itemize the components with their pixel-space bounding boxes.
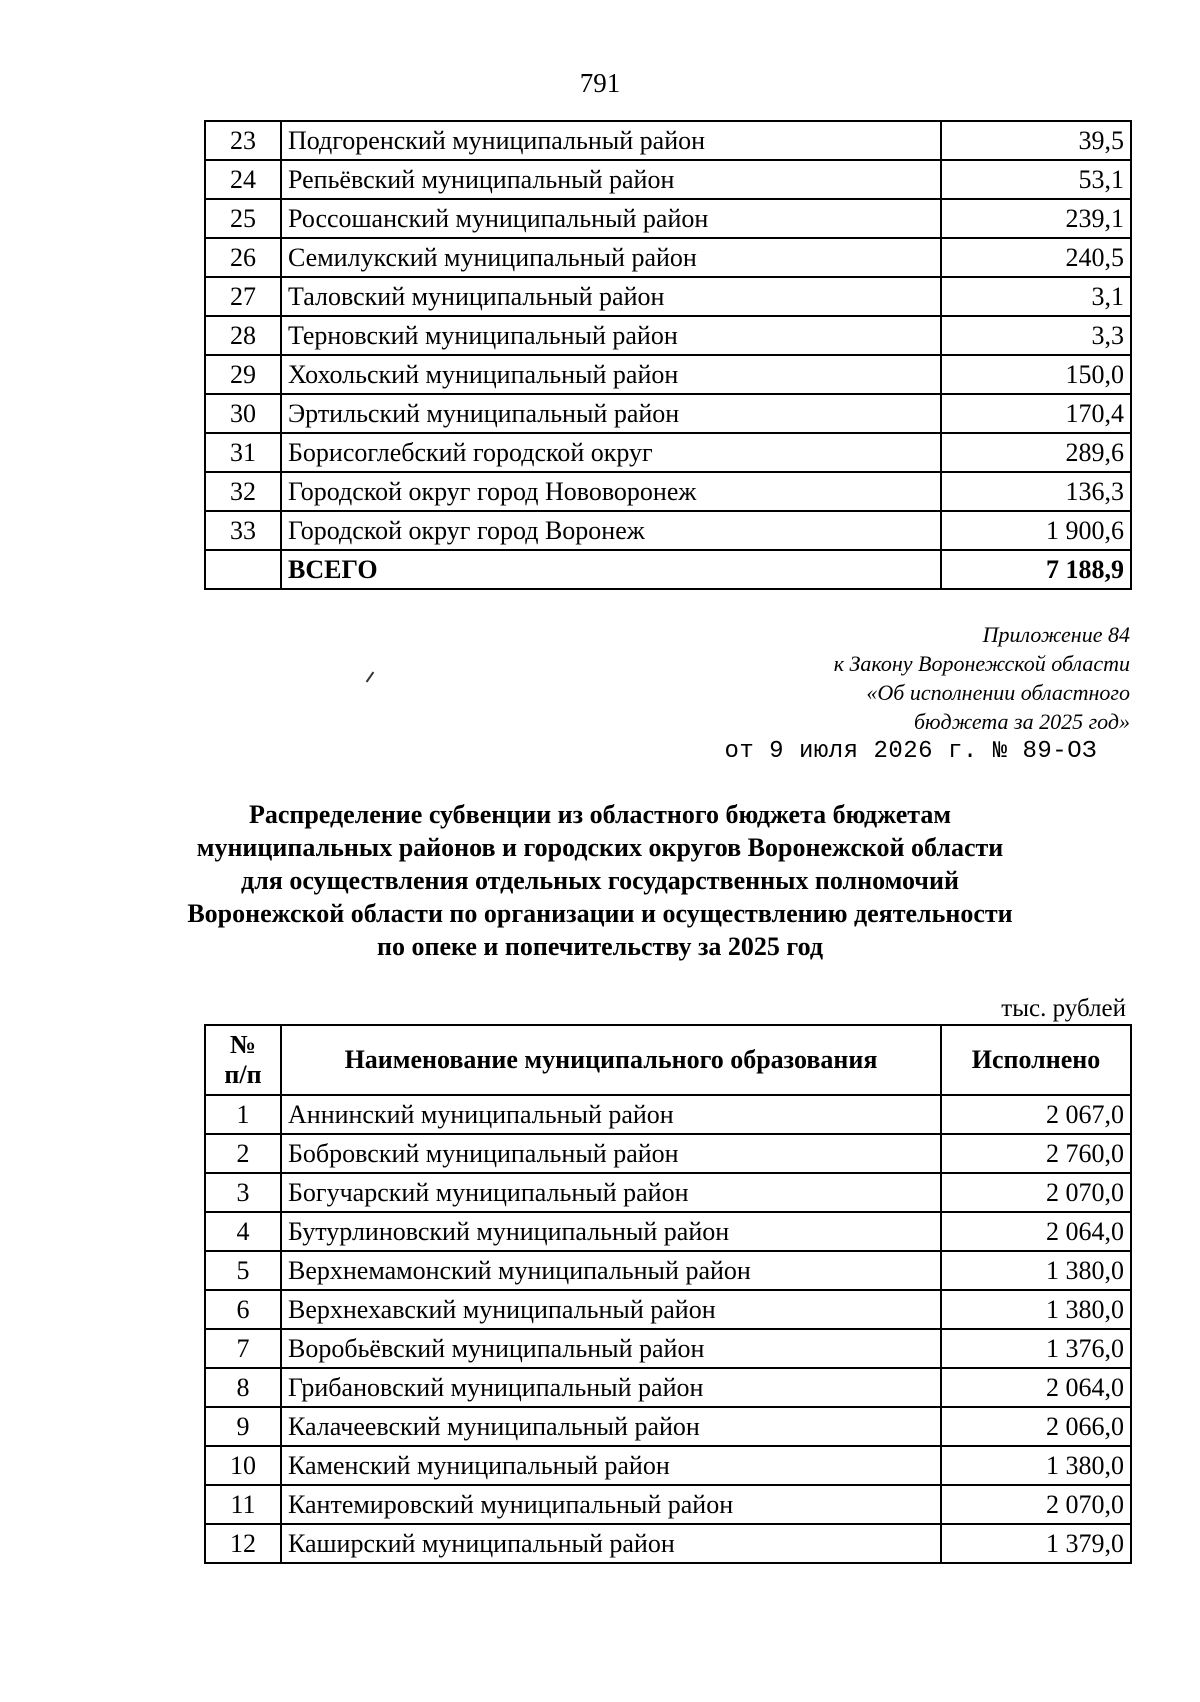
row-name: Бобровский муниципальный район xyxy=(281,1134,941,1173)
row-number: 27 xyxy=(205,277,281,316)
table-row xyxy=(205,277,1131,316)
table-row xyxy=(205,1329,1131,1368)
row-name: Городской округ город Нововоронеж xyxy=(281,472,941,511)
row-name: Калачеевский муниципальный район xyxy=(281,1407,941,1446)
title-line-2: муниципальных районов и городских округов Воронежской области xyxy=(196,833,1004,862)
row-value: 239,1 xyxy=(941,199,1131,238)
row-value: 3,1 xyxy=(941,277,1131,316)
row-number: 7 xyxy=(205,1329,281,1368)
header-num-line-1: № xyxy=(229,1030,257,1059)
row-name: Аннинский муниципальный район xyxy=(281,1095,941,1134)
table-row xyxy=(205,433,1131,472)
row-value: 2 066,0 xyxy=(941,1407,1131,1446)
table-row xyxy=(205,316,1131,355)
table-row xyxy=(205,1524,1131,1563)
row-value: 1 380,0 xyxy=(941,1290,1131,1329)
row-value: 2 067,0 xyxy=(941,1095,1131,1134)
row-number: 31 xyxy=(205,433,281,472)
row-value: 2 070,0 xyxy=(941,1485,1131,1524)
row-value: 136,3 xyxy=(941,472,1131,511)
row-number: 25 xyxy=(205,199,281,238)
row-name: Каменский муниципальный район xyxy=(281,1446,941,1485)
table-total-row xyxy=(205,550,1131,589)
row-name: Хохольский муниципальный район xyxy=(281,355,941,394)
row-number: 23 xyxy=(205,121,281,160)
row-value: 240,5 xyxy=(941,238,1131,277)
row-name: Репьёвский муниципальный район xyxy=(281,160,941,199)
row-name: Бутурлиновский муниципальный район xyxy=(281,1212,941,1251)
row-name: Верхнемамонский муниципальный район xyxy=(281,1251,941,1290)
row-value: 53,1 xyxy=(941,160,1131,199)
row-name: ВСЕГО xyxy=(281,550,941,589)
table-row xyxy=(205,1095,1131,1134)
appendix-note xyxy=(530,620,1130,736)
appendix-line-3: «Об исполнении областного xyxy=(866,680,1130,705)
row-value: 1 379,0 xyxy=(941,1524,1131,1563)
row-value: 170,4 xyxy=(941,394,1131,433)
appendix-line-2: к Закону Воронежской области xyxy=(833,651,1130,676)
row-name: Верхнехавский муниципальный район xyxy=(281,1290,941,1329)
table-row xyxy=(205,199,1131,238)
row-name: Эртильский муниципальный район xyxy=(281,394,941,433)
row-name: Борисоглебский городской округ xyxy=(281,433,941,472)
table-row xyxy=(205,160,1131,199)
row-number: 9 xyxy=(205,1407,281,1446)
title-line-3: для осуществления отдельных государственных полномочий xyxy=(241,866,959,895)
table-row xyxy=(205,238,1131,277)
table-header-row xyxy=(205,1025,1131,1095)
row-number: 11 xyxy=(205,1485,281,1524)
row-value: 2 064,0 xyxy=(941,1212,1131,1251)
table-top xyxy=(204,120,1132,590)
row-name: Подгоренский муниципальный район xyxy=(281,121,941,160)
row-number: 12 xyxy=(205,1524,281,1563)
row-number: 29 xyxy=(205,355,281,394)
header-value: Исполнено xyxy=(941,1025,1131,1095)
header-num-line-2: п/п xyxy=(224,1060,262,1089)
units-label: тыс. рублей xyxy=(1001,995,1126,1022)
table-row xyxy=(205,121,1131,160)
table-row xyxy=(205,1368,1131,1407)
table-row xyxy=(205,1134,1131,1173)
row-value: 1 376,0 xyxy=(941,1329,1131,1368)
row-number: 6 xyxy=(205,1290,281,1329)
row-number xyxy=(205,550,281,589)
table-row xyxy=(205,1485,1131,1524)
table-row xyxy=(205,1290,1131,1329)
title-line-5: по опеке и попечительству за 2025 год xyxy=(377,932,823,961)
row-number: 3 xyxy=(205,1173,281,1212)
table-row xyxy=(205,1212,1131,1251)
row-value: 1 380,0 xyxy=(941,1251,1131,1290)
row-name: Кантемировский муниципальный район xyxy=(281,1485,941,1524)
row-number: 28 xyxy=(205,316,281,355)
row-name: Каширский муниципальный район xyxy=(281,1524,941,1563)
row-value: 3,3 xyxy=(941,316,1131,355)
table-bottom xyxy=(204,1024,1132,1564)
row-number: 10 xyxy=(205,1446,281,1485)
table-row xyxy=(205,1446,1131,1485)
row-name: Грибановский муниципальный район xyxy=(281,1368,941,1407)
row-value: 1 380,0 xyxy=(941,1446,1131,1485)
row-name: Семилукский муниципальный район xyxy=(281,238,941,277)
table-row xyxy=(205,511,1131,550)
table-row xyxy=(205,472,1131,511)
row-name: Воробьёвский муниципальный район xyxy=(281,1329,941,1368)
table-row xyxy=(205,1407,1131,1446)
header-num xyxy=(205,1025,281,1095)
table-row xyxy=(205,1251,1131,1290)
row-value: 7 188,9 xyxy=(941,550,1131,589)
document-title xyxy=(150,798,1050,963)
appendix-line-4: бюджета за 2025 год» xyxy=(913,709,1130,734)
row-value: 2 070,0 xyxy=(941,1173,1131,1212)
row-name: Богучарский муниципальный район xyxy=(281,1173,941,1212)
appendix-line-1: Приложение 84 xyxy=(982,622,1130,647)
row-value: 1 900,6 xyxy=(941,511,1131,550)
row-name: Городской округ город Воронеж xyxy=(281,511,941,550)
law-date: от 9 июля 2026 г. № 89-ОЗ xyxy=(724,738,1097,765)
title-line-1: Распределение субвенции из областного бюджета бюджетам xyxy=(248,800,952,829)
row-name: Терновский муниципальный район xyxy=(281,316,941,355)
row-value: 150,0 xyxy=(941,355,1131,394)
table-row xyxy=(205,1173,1131,1212)
table-row xyxy=(205,355,1131,394)
row-number: 5 xyxy=(205,1251,281,1290)
row-number: 24 xyxy=(205,160,281,199)
row-value: 2 760,0 xyxy=(941,1134,1131,1173)
page-number: 791 xyxy=(579,68,621,98)
title-line-4: Воронежской области по организации и осуществлению деятельности xyxy=(187,899,1013,928)
row-number: 1 xyxy=(205,1095,281,1134)
row-value: 2 064,0 xyxy=(941,1368,1131,1407)
row-number: 4 xyxy=(205,1212,281,1251)
row-number: 26 xyxy=(205,238,281,277)
row-number: 2 xyxy=(205,1134,281,1173)
row-name: Таловский муниципальный район xyxy=(281,277,941,316)
row-value: 39,5 xyxy=(941,121,1131,160)
header-name: Наименование муниципального образования xyxy=(281,1025,941,1095)
row-number: 33 xyxy=(205,511,281,550)
row-name: Россошанский муниципальный район xyxy=(281,199,941,238)
row-number: 30 xyxy=(205,394,281,433)
row-number: 32 xyxy=(205,472,281,511)
stray-pen-mark xyxy=(366,672,375,683)
table-row xyxy=(205,394,1131,433)
row-value: 289,6 xyxy=(941,433,1131,472)
row-number: 8 xyxy=(205,1368,281,1407)
